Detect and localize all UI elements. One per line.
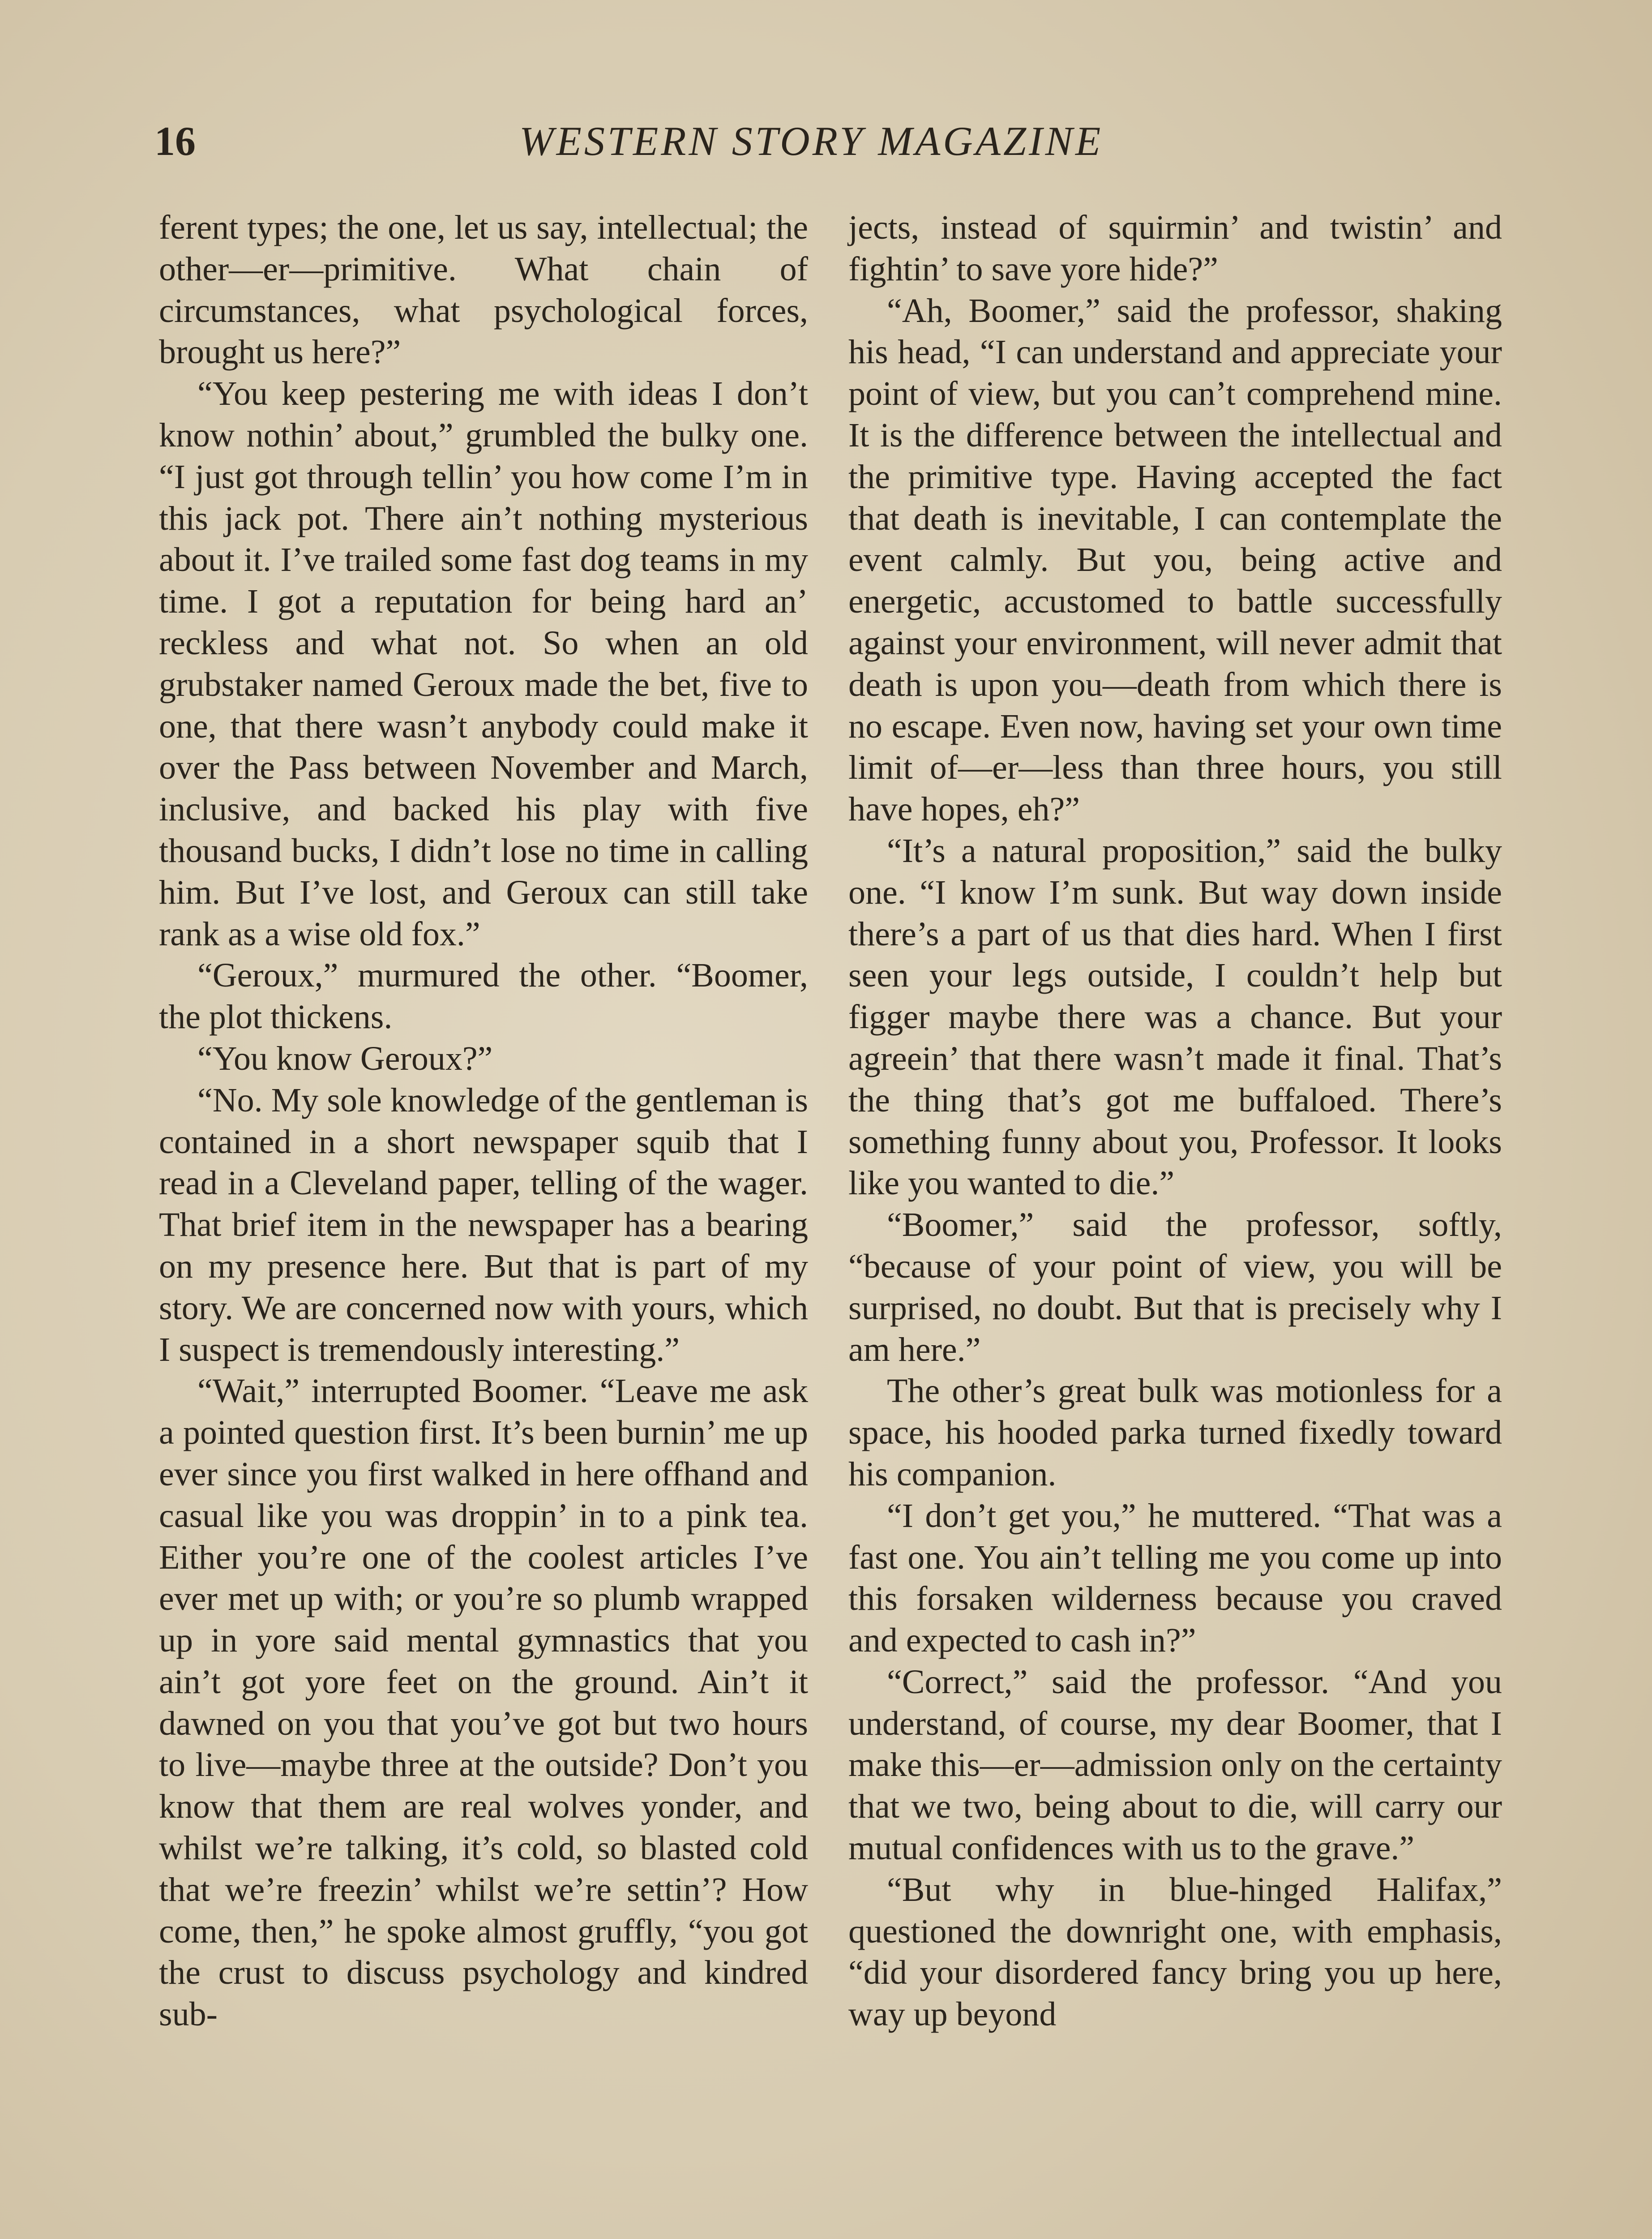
right-paragraph-7: “Correct,” said the professor. “And you understand, of course, my dear Boomer, that I make this—er—admission only on the certainty that we two, being about to die, will carry our mutual confidences with us to the grave.” <box>848 1663 1502 1867</box>
left-paragraph-1: ferent types; the one, let us say, intellectual; the other—er—primitive. What chain of circumstances, what psychological forces, brought us here?” <box>159 209 808 371</box>
left-paragraph-2: “You keep pestering me with ideas I don’t know nothin’ about,” grumbled the bulky one. “I just got through tellin’ you how come I’m in this jack pot. There ain’t nothing mysterious about it. I’ve trailed some fast dog teams in my time. I got a reputation for being hard an’ reckless and what not. So when an old grubstaker named Geroux made the bet, five to one, that there wasn’t anybody could make it over the Pass between November and March, inclusive, and backed his play with five thousand bucks, I didn’t lose no time in calling him. But I’ve lost, and Geroux can still take rank as a wise old fox.” <box>159 375 808 953</box>
running-head: WESTERN STORY MAGAZINE <box>519 118 1104 164</box>
right-paragraph-5: The other’s great bulk was motionless for a space, his hooded parka turned fixedly toward his companion. <box>848 1372 1502 1493</box>
right-paragraph-3: “It’s a natural proposition,” said the bulky one. “I know I’m sunk. But way down inside there’s a part of us that dies hard. When I first seen your legs outside, I couldn’t help but figger maybe there was a chance. But your agreein’ that there wasn’t made it final. That’s the thing that’s got me buffaloed. There’s something funny about you, Professor. It looks like you wanted to die.” <box>848 832 1502 1202</box>
right-paragraph-1: jects, instead of squirmin’ and twistin’ and fightin’ to save yore hide?” <box>848 209 1502 288</box>
right-paragraph-4: “Boomer,” said the professor, softly, “because of your point of view, you will be surprised, no doubt. But that is precisely why I am here.” <box>848 1206 1502 1368</box>
left-paragraph-4: “You know Geroux?” <box>197 1039 493 1077</box>
left-column <box>159 207 808 2035</box>
left-paragraph-5: “No. My sole knowledge of the gentleman is contained in a short newspaper squib that I read in a Cleveland paper, telling of the wager. That brief item in the newspaper has a bearing on my presence here. But that is part of my story. We are concerned now with yours, which I suspect is tremendously interesting.” <box>159 1081 808 1368</box>
page-number: 16 <box>154 118 196 164</box>
right-paragraph-6: “I don’t get you,” he muttered. “That was a fast one. You ain’t telling me you come up into this forsaken wilderness because you craved and expected to cash in?” <box>848 1497 1502 1660</box>
right-paragraph-2: “Ah, Boomer,” said the professor, shaking his head, “I can understand and appreciate your point of view, but you can’t comprehend mine. It is the difference between the intellectual and the primitive type. Having accepted the fact that death is inevitable, I can contemplate the event calmly. But you, being active and energetic, accustomed to battle successfully against your environment, will never admit that death is upon you—death from which there is no escape. Even now, having set your own time limit of—er—less than three hours, you still have hopes, eh?” <box>848 292 1502 828</box>
left-paragraph-6: “Wait,” interrupted Boomer. “Leave me ask a pointed question first. It’s been burnin’ me up ever since you first walked in here offhand and casual like you was droppin’ in to a pink tea. Either you’re one of the coolest articles I’ve ever met up with; or you’re so plumb wrapped up in yore said mental gymnastics that you ain’t got yore feet on the ground. Ain’t it dawned on you that you’ve got but two hours to live—maybe three at the outside? Don’t you know that them are real wolves yonder, and whilst we’re talking, it’s cold, so blasted cold that we’re freezin’ whilst we’re settin’? How come, then,” he spoke almost gruffly, “you got the crust to discuss psychology and kindred sub- <box>159 1372 808 2033</box>
right-paragraph-8: “But why in blue-hinged Halifax,” questioned the downright one, with emphasis, “did your disordered fancy bring you up here, way up beyond <box>848 1870 1502 2033</box>
right-column <box>848 207 1502 2035</box>
left-paragraph-3: “Geroux,” murmured the other. “Boomer, the plot thickens. <box>159 957 808 1036</box>
